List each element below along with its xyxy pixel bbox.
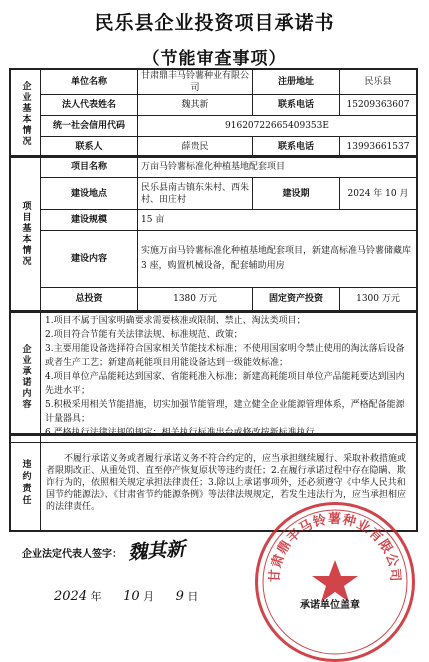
enterprise-section-label: 企业基本情况 — [11, 70, 41, 158]
contact-phone-value: 13993661537 — [340, 137, 417, 158]
promise-item: 4.项目单位产品能耗达到国家、省能耗准入标准；新建高耗能项目单位产品能耗要达到国内先进水平； — [45, 372, 405, 396]
location-value: 民乐县南古镇东朱村、西朱村、田庄村 — [138, 178, 253, 210]
seal-graphic — [255, 502, 415, 662]
handwritten-signature: 魏其新 — [127, 538, 186, 564]
signature-area — [0, 512, 429, 632]
unit-name-value: 甘肃鼎丰马铃薯种业有限公司 — [138, 70, 253, 95]
total-invest-value: 1380 万元 — [138, 287, 253, 311]
seal-text: 甘肃鼎丰马铃薯种业有限公司 — [267, 512, 403, 583]
promise-item: 3.主要用能设备选择符合国家相关节能技术标准；不使用国家明令禁止使用的淘汰落后设备或者生产工艺；新建高耗能项目用能设备达到一级能效标准； — [45, 344, 405, 368]
fixed-invest-label: 固定资产投资 — [253, 287, 340, 311]
promise-item: 6.严格执行法律法规的规定；相关执行标准出台或修改按新标准执行。 — [45, 428, 324, 438]
document-title: 民乐县企业投资项目承诺书 — [94, 12, 335, 34]
promise-item: 2.项目符合节能有关法律法规、标准规范、政策； — [45, 330, 243, 340]
scale-value: 15 亩 — [138, 210, 417, 231]
contact-value: 薛贵民 — [138, 137, 253, 158]
project-name-label: 项目名称 — [41, 157, 138, 178]
fixed-invest-value: 1300 万元 — [340, 287, 417, 311]
date-month-unit: 月 — [143, 590, 155, 603]
signature-date — [54, 588, 198, 604]
date-year: 2024 — [54, 589, 88, 604]
promise-item: 5.积极采用相关节能措施，切实加强节能管理，建立健全企业能源管理体系，严格配备能源计量器具； — [45, 400, 405, 424]
document-subtitle: （节能审查事项） — [142, 49, 287, 69]
date-day: 9 — [175, 589, 184, 604]
credit-code-label: 统一社会信用代码 — [41, 116, 138, 137]
phone-value: 15209363607 — [340, 95, 417, 116]
legal-rep-signature-label: 企业法定代表人签字： — [22, 549, 122, 560]
total-invest-label: 总投资 — [41, 287, 138, 311]
contact-label: 联系人 — [41, 137, 138, 158]
date-month: 10 — [123, 589, 140, 604]
promise-table — [9, 310, 418, 436]
project-section-label: 项目基本情况 — [11, 157, 41, 312]
liability-section-label: 违约责任 — [11, 435, 41, 531]
contact-phone-label: 联系电话 — [253, 137, 340, 158]
promise-section-label: 企业承诺内容 — [11, 312, 41, 443]
period-label: 建设期 — [253, 178, 340, 210]
content-label: 建设内容 — [41, 231, 138, 287]
content-value: 实施万亩马铃薯标准化种植基地配套项目，新建高标准马铃薯储藏库 3 座，购置机械设备，配套辅助用房 — [138, 231, 417, 287]
project-table — [9, 155, 418, 313]
legal-rep-label: 法人代表姓名 — [41, 95, 138, 116]
scale-label: 建设规模 — [41, 210, 138, 231]
location-label: 建设地点 — [41, 178, 138, 210]
legal-rep-value: 魏其新 — [138, 95, 253, 116]
date-year-unit: 年 — [90, 590, 102, 603]
address-value: 民乐县 — [340, 70, 417, 95]
date-day-unit: 日 — [187, 590, 199, 603]
address-label: 注册地址 — [253, 70, 340, 95]
promise-item: 1.项目不属于国家明确要求需要核准或限制、禁止、淘汰类项目； — [45, 316, 306, 326]
company-seal-stamp — [255, 502, 415, 662]
credit-code-value: 91620722665409353E — [138, 116, 417, 137]
unit-name-label: 单位名称 — [41, 70, 138, 95]
period-value: 2024 年 10 月 — [340, 178, 417, 210]
enterprise-table — [9, 68, 418, 158]
project-name-value: 万亩马铃薯标准化种植基地配套项目 — [138, 157, 417, 178]
phone-label: 联系电话 — [253, 95, 340, 116]
stamp-label: 承诺单位盖章 — [300, 600, 360, 611]
liability-text: 不履行承诺义务或者履行承诺义务不符合约定的，应当承担继续履行、采取补救措施或者限期改正、从重处罚、直至停产恢复原状等违约责任；2.在履行承诺过程中存在隐瞒、欺诈行为的，依照相关规定承担法律责任；3.除以上承诺事项外，还必须遵守《中华人民共和国节约能源法》、《甘肃省节约能源条例》等法律法规规定，若发生违法行为，应当承担相应的法律责任。 — [41, 435, 417, 531]
